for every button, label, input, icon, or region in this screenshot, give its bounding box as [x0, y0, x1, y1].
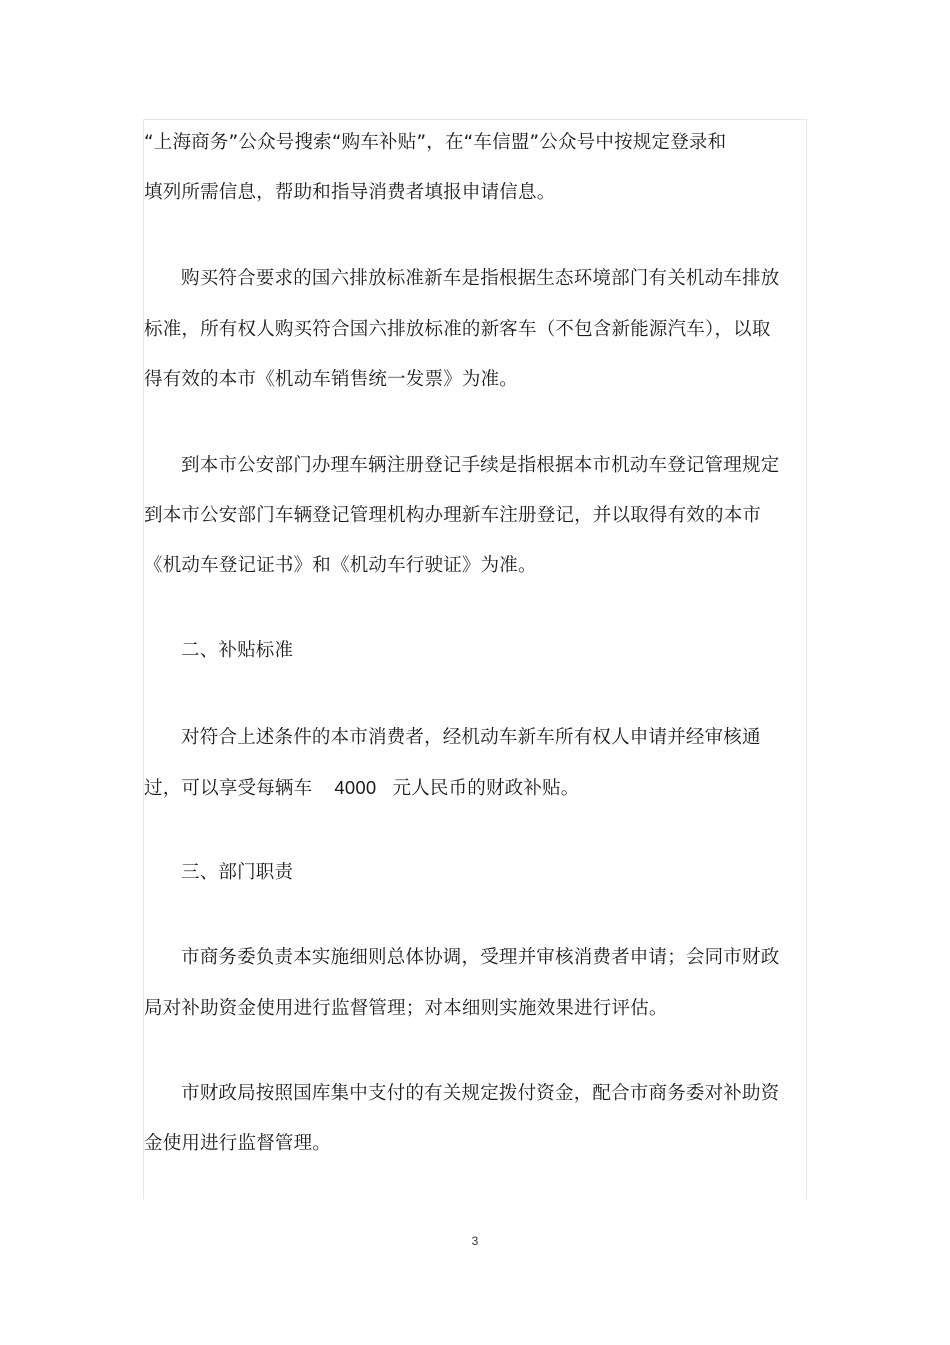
text-line: 金使用进行监督管理。	[144, 1133, 332, 1154]
text-line: 市财政局按照国库集中支付的有关规定拨付资金，配合市商务委对补助资	[181, 1083, 780, 1104]
text-line: 到本市公安部门办理车辆注册登记手续是指根据本市机动车登记管理规定	[181, 455, 780, 476]
amount-line	[144, 776, 579, 801]
text-line: 局对补助资金使用进行监督管理；对本细则实施效果进行评估。	[144, 998, 668, 1019]
section-heading: 三、部门职责	[181, 862, 294, 883]
section-heading: 二、补贴标准	[181, 640, 294, 661]
text-line: 标准，所有权人购买符合国六排放标准的新客车（不包含新能源汽车），以取	[144, 319, 771, 340]
subsidy-amount: 4000	[334, 777, 377, 798]
text-line: “上海商务”公众号搜索“购车补贴”，在“车信盟”公众号中按规定登录和	[144, 132, 727, 153]
text-line: 市商务委负责本实施细则总体协调，受理并审核消费者申请；会同市财政	[181, 947, 780, 968]
text-line: 填列所需信息，帮助和指导消费者填报申请信息。	[144, 182, 556, 203]
amount-line-after: 元人民币的财政补贴。	[392, 778, 580, 799]
text-line: 对符合上述条件的本市消费者，经机动车新车所有权人申请并经审核通	[181, 727, 761, 748]
text-line: 得有效的本市《机动车销售统一发票》为准。	[144, 369, 519, 390]
text-line: 到本市公安部门车辆登记管理机构办理新车注册登记，并以取得有效的本市	[144, 505, 762, 526]
text-line: 《机动车登记证书》和《机动车行驶证》为准。	[144, 555, 537, 576]
text-line: 购买符合要求的国六排放标准新车是指根据生态环境部门有关机动车排放	[181, 268, 780, 289]
amount-line-before: 过，可以享受每辆车	[144, 778, 313, 799]
page-number: 3	[471, 1234, 479, 1248]
